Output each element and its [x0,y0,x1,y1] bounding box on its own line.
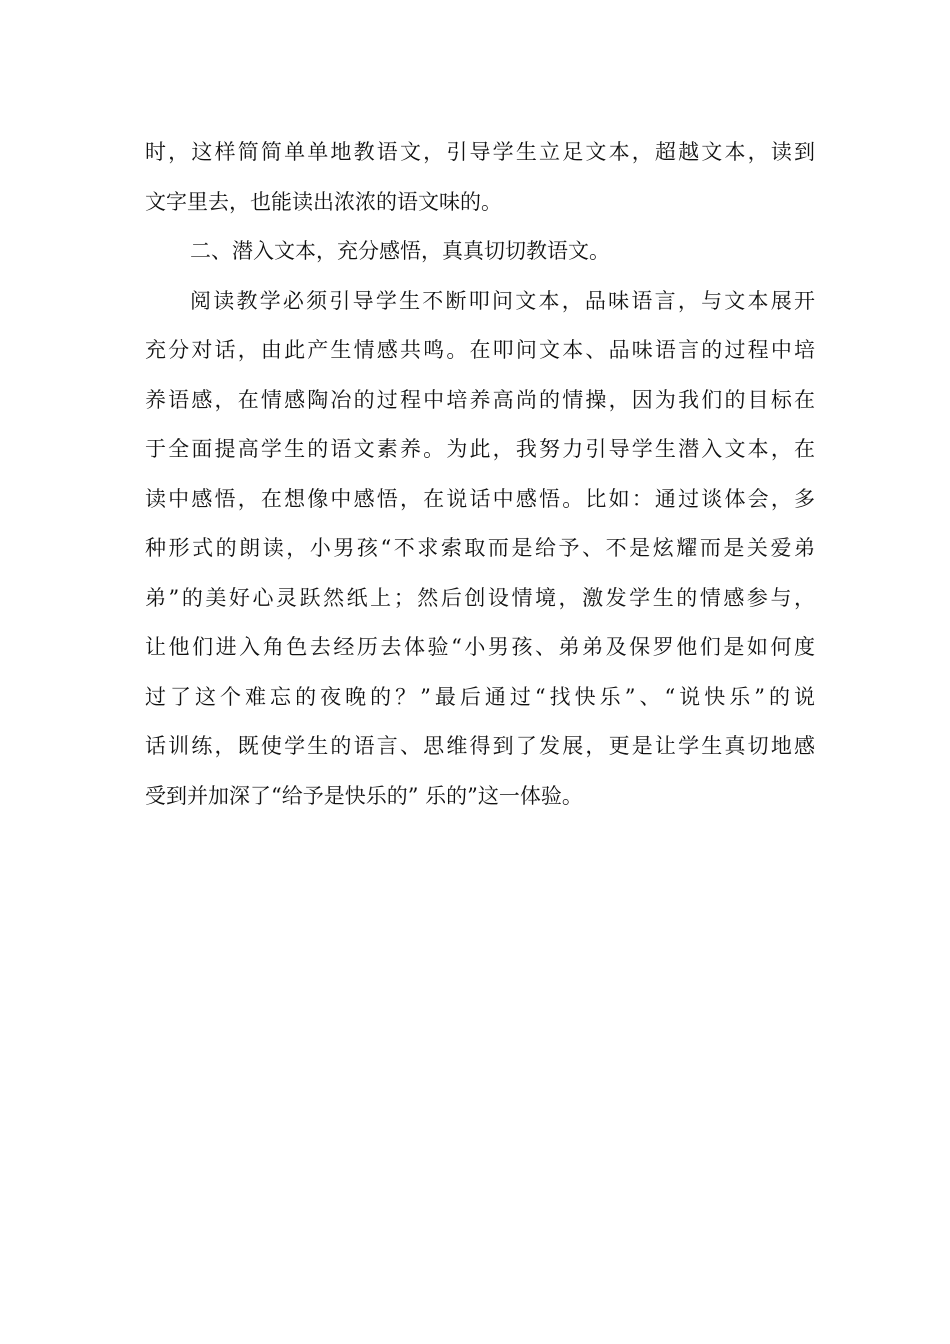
paragraph-line: 让他们进入角色去经历去体验“小男孩、弟弟及保罗他们是如何度 [145,635,815,659]
paragraph-line: 养语感，在情感陶冶的过程中培养高尚的情操，因为我们的目标在 [145,387,815,412]
paragraph-line: 于全面提高学生的语文素养。为此，我努力引导学生潜入文本，在 [145,437,815,461]
paragraph-line: 充分对话，由此产生情感共鸣。在叩问文本、品味语言的过程中培 [145,338,815,362]
paragraph-line: 读中感悟，在想像中感悟，在说话中感悟。比如：通过谈体会，多 [145,486,815,511]
paragraph-line: 过了这个难忘的夜晚的？”最后通过“找快乐”、“说快乐”的说 [145,684,815,709]
paragraph-line: 弟”的美好心灵跃然纸上；然后创设情境，激发学生的情感参与， [145,585,815,610]
section-heading [145,227,815,277]
document-body [145,128,815,821]
paragraph-line: 文字里去，也能读出浓浓的语文味的。 [145,189,502,214]
paragraph-continuation [145,128,815,227]
paragraph-line: 阅读教学必须引导学生不断叩问文本，品味语言，与文本展开 [190,288,815,313]
paragraph-body [145,277,815,822]
heading-line: 二、潜入文本，充分感悟，真真切切教语文。 [190,239,610,263]
paragraph-line: 话训练，既使学生的语言、思维得到了发展，更是让学生真切地感 [145,734,815,758]
paragraph-line: 受到并加深了“给予是快乐的” 乐的”这一体验。 [145,783,583,808]
paragraph-line: 时，这样简简单单地教语文，引导学生立足文本，超越文本，读到 [145,140,815,164]
paragraph-line: 种形式的朗读，小男孩“不求索取而是给予、不是炫耀而是关爱弟 [145,536,815,560]
